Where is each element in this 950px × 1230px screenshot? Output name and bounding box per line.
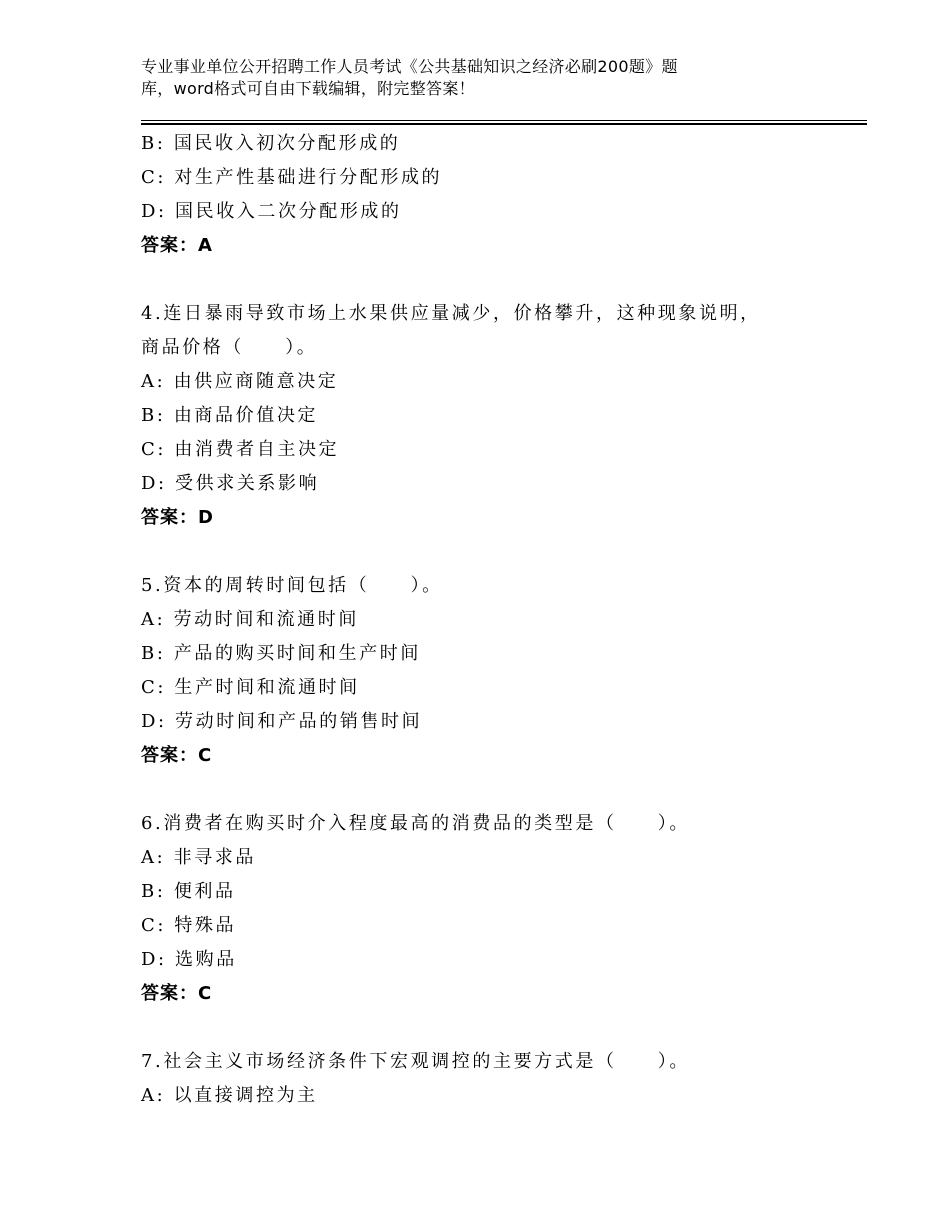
answer-line: 答案：C — [141, 745, 213, 766]
question-stem: 6.消费者在购买时介入程度最高的消费品的类型是（ ）。 — [141, 813, 690, 834]
option-d: D: 劳动时间和产品的销售时间 — [141, 711, 423, 732]
option-b: B: 国民收入初次分配形成的 — [141, 133, 401, 154]
question-4 — [141, 297, 861, 535]
question-stem-cont: 商品价格（ ）。 — [141, 337, 318, 358]
option-b: B: 产品的购买时间和生产时间 — [141, 643, 422, 664]
option-b: B: 便利品 — [141, 881, 236, 902]
option-c: C: 由消费者自主决定 — [141, 439, 340, 460]
question-stem: 4.连日暴雨导致市场上水果供应量减少，价格攀升，这种现象说明， — [141, 303, 761, 324]
header-rule-thin — [141, 120, 867, 121]
document-body — [141, 127, 861, 1113]
question-5 — [141, 569, 861, 773]
option-c: C: 生产时间和流通时间 — [141, 677, 360, 698]
option-a: A: 非寻求品 — [141, 847, 256, 868]
page-header — [141, 56, 781, 100]
question-6 — [141, 807, 861, 1011]
question-stem: 7.社会主义市场经济条件下宏观调控的主要方式是（ ）。 — [141, 1051, 690, 1072]
header-line-2: 库，word格式可自由下载编辑，附完整答案！ — [141, 79, 475, 98]
header-rule-thick — [141, 123, 867, 125]
option-d: D: 国民收入二次分配形成的 — [141, 201, 402, 222]
header-line-1: 专业事业单位公开招聘工作人员考试《公共基础知识之经济必刷200题》题 — [141, 57, 678, 76]
answer-line: 答案：A — [141, 235, 213, 256]
option-d: D: 受供求关系影响 — [141, 473, 320, 494]
option-c: C: 特殊品 — [141, 915, 237, 936]
question-carryover — [141, 127, 861, 263]
question-stem: 5.资本的周转时间包括（ ）。 — [141, 575, 443, 596]
option-d: D: 选购品 — [141, 949, 237, 970]
option-a: A: 劳动时间和流通时间 — [141, 609, 359, 630]
question-7 — [141, 1045, 861, 1113]
option-c: C: 对生产性基础进行分配形成的 — [141, 167, 443, 188]
answer-line: 答案：D — [141, 507, 214, 528]
option-b: B: 由商品价值决定 — [141, 405, 319, 426]
option-a: A: 以直接调控为主 — [141, 1085, 318, 1106]
option-a: A: 由供应商随意决定 — [141, 371, 339, 392]
answer-line: 答案：C — [141, 983, 213, 1004]
